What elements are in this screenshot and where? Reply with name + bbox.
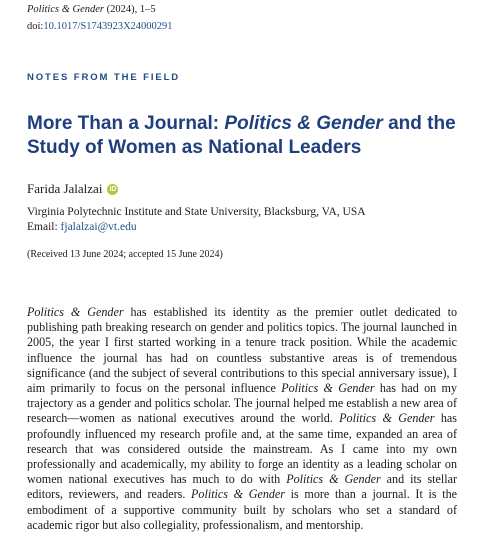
- body-journal-name: Politics & Gender: [286, 472, 381, 487]
- body-text-run: has established its identity as the premier outlet dedicated to publishing path breaking research on gender and politics topics. The journal launched in 2005, the year I first started working in a tenure track position. While the academic influence the journal has had on countless substantive areas is of tremendous significance (and the subject of several contributions to this special anniversary issue), I aim primarily to focus on the personal influence: [27, 305, 458, 396]
- orcid-icon[interactable]: iD: [109, 185, 117, 193]
- email-line: [27, 220, 137, 235]
- body-journal-name: Politics & Gender: [191, 487, 286, 502]
- section-label: NOTES FROM THE FIELD: [27, 72, 181, 83]
- doi-link[interactable]: 10.1017/S1743923X24000291: [43, 21, 173, 32]
- received-dates: (Received 13 June 2024; accepted 15 June 2024): [27, 249, 223, 260]
- article-title: [27, 112, 467, 160]
- email-label: Email:: [27, 221, 61, 233]
- journal-citation: [27, 2, 156, 17]
- body-journal-name: Politics & Gender: [27, 305, 124, 319]
- body-journal-name: Politics & Gender: [281, 381, 375, 396]
- body-text-run: is more than a journal. It is the embodiment of a supportive community built by scholars who set a standard of academic rigor but also collegiality, professionalism, and mentorship.: [27, 487, 457, 532]
- affiliation: Virginia Polytechnic Institute and State University, Blacksburg, VA, USA: [27, 206, 366, 218]
- body-text-run: has had on my trajectory as a gender and politics scholar. The journal helped me establish a new area of research—women as national executives around the world.: [27, 381, 457, 426]
- title-part3: and the Study of Women as National Leaders: [27, 113, 456, 158]
- journal-volume: (2024), 1–5: [104, 4, 156, 15]
- body-text-run: and its stellar editors, reviewers, and readers.: [27, 472, 458, 502]
- author-line: [27, 181, 118, 197]
- doi-line: [27, 19, 173, 34]
- body-paragraph: [27, 305, 457, 533]
- email-link[interactable]: fjalalzai@vt.edu: [60, 221, 137, 233]
- body-text-run: has profoundly influenced my research profile and, at the same time, expanded an area of research that was considered outside the mainstream. As I came into my own professionally and academically, my ability to forge an identity as a leading scholar on women national executives has much to do with: [27, 411, 457, 487]
- author-name[interactable]: Farida Jalalzai: [27, 181, 103, 196]
- doi-prefix: doi:: [27, 21, 44, 32]
- title-journal-name: Politics & Gender: [224, 113, 383, 134]
- body-journal-name: Politics & Gender: [339, 411, 435, 426]
- journal-name: Politics & Gender: [27, 4, 104, 15]
- title-part1: More Than a Journal:: [27, 113, 225, 134]
